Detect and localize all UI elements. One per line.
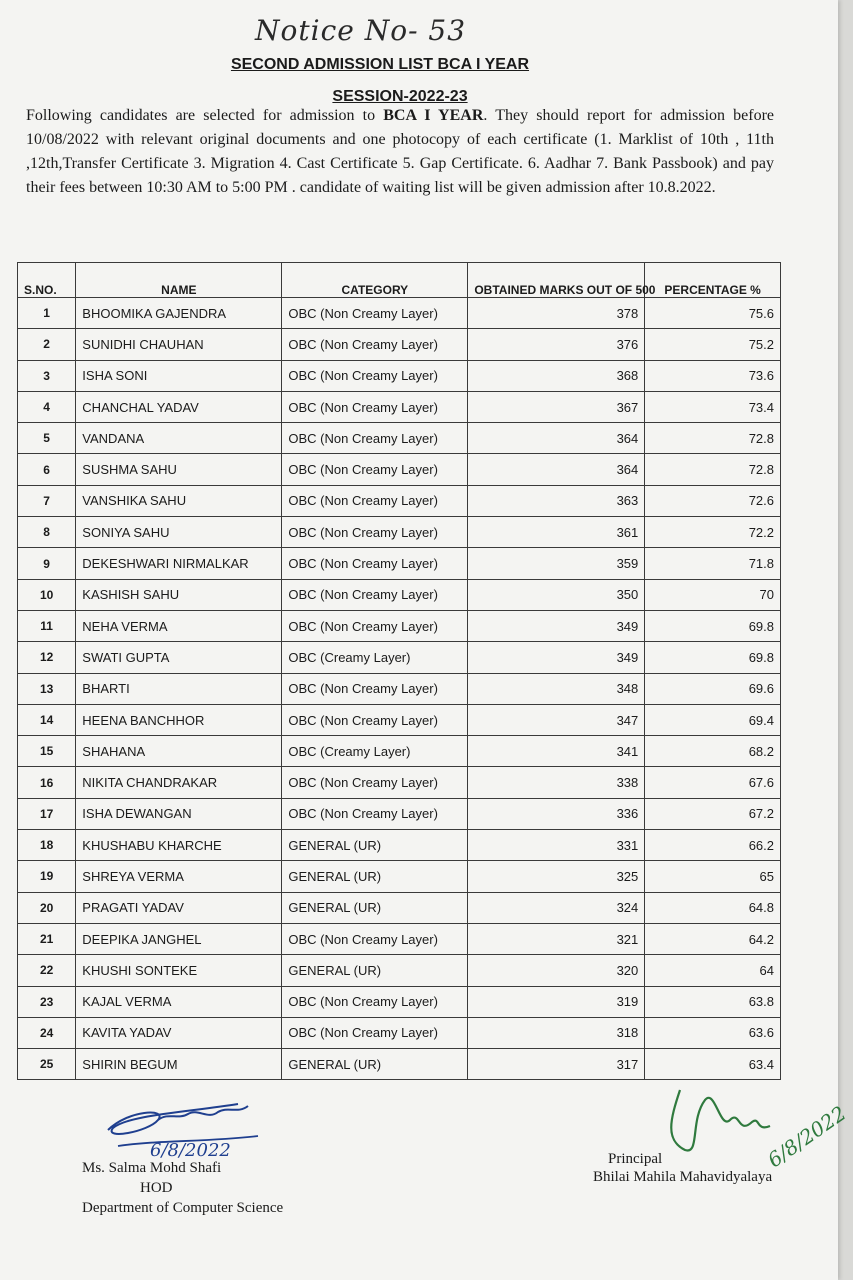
- cell-sno: 2: [18, 329, 76, 360]
- cell-name: SHREYA VERMA: [76, 861, 282, 892]
- principal-signature-date: 6/8/2022: [763, 1101, 851, 1173]
- cell-category: OBC (Non Creamy Layer): [282, 1017, 468, 1048]
- table-row: [18, 830, 781, 861]
- cell-name: SUSHMA SAHU: [76, 454, 282, 485]
- cell-category: OBC (Non Creamy Layer): [282, 548, 468, 579]
- cell-sno: 14: [18, 704, 76, 735]
- cell-marks: 325: [468, 861, 645, 892]
- cell-sno: 19: [18, 861, 76, 892]
- cell-sno: 11: [18, 610, 76, 641]
- cell-sno: 4: [18, 391, 76, 422]
- cell-name: SHIRIN BEGUM: [76, 1049, 282, 1080]
- cell-percentage: 69.8: [645, 642, 781, 673]
- header-name: NAME: [76, 263, 282, 298]
- cell-name: NEHA VERMA: [76, 610, 282, 641]
- cell-name: DEKESHWARI NIRMALKAR: [76, 548, 282, 579]
- cell-sno: 17: [18, 798, 76, 829]
- header-percentage: PERCENTAGE %: [645, 263, 781, 298]
- cell-marks: 359: [468, 548, 645, 579]
- cell-sno: 6: [18, 454, 76, 485]
- cell-sno: 5: [18, 423, 76, 454]
- principal-title: Principal: [608, 1151, 663, 1167]
- cell-sno: 25: [18, 1049, 76, 1080]
- cell-marks: 321: [468, 923, 645, 954]
- cell-name: DEEPIKA JANGHEL: [76, 923, 282, 954]
- cell-category: OBC (Non Creamy Layer): [282, 798, 468, 829]
- cell-category: OBC (Non Creamy Layer): [282, 298, 468, 329]
- cell-category: OBC (Creamy Layer): [282, 736, 468, 767]
- cell-name: VANDANA: [76, 423, 282, 454]
- cell-percentage: 64.8: [645, 892, 781, 923]
- cell-percentage: 75.6: [645, 298, 781, 329]
- instructions-body: . They should report for admission before 10/08/2022 with relevant original documents and one photocopy of each certificate (1. Marklist of 10th , 11th ,12th,Transfer Certificate 3. Migration 4. Cast Certificate 5. Gap Certificate. 6. Aadhar 7. Bank Passbook) and pay their fees between 10:30 AM to 5:00 PM . candidate of waiting list will be given admission after 10.8.2022.: [26, 107, 774, 196]
- table-row: [18, 485, 781, 516]
- cell-name: KHUSHABU KHARCHE: [76, 830, 282, 861]
- table-row: [18, 360, 781, 391]
- cell-category: OBC (Non Creamy Layer): [282, 610, 468, 641]
- table-row: [18, 892, 781, 923]
- cell-percentage: 63.8: [645, 986, 781, 1017]
- cell-marks: 338: [468, 767, 645, 798]
- cell-name: KAJAL VERMA: [76, 986, 282, 1017]
- cell-percentage: 69.8: [645, 610, 781, 641]
- cell-marks: 378: [468, 298, 645, 329]
- table-row: [18, 423, 781, 454]
- cell-marks: 350: [468, 579, 645, 610]
- cell-marks: 367: [468, 391, 645, 422]
- cell-sno: 3: [18, 360, 76, 391]
- cell-sno: 22: [18, 955, 76, 986]
- cell-percentage: 65: [645, 861, 781, 892]
- cell-name: NIKITA CHANDRAKAR: [76, 767, 282, 798]
- cell-marks: 361: [468, 517, 645, 548]
- cell-marks: 324: [468, 892, 645, 923]
- hod-signature: [98, 1090, 273, 1162]
- table-row: [18, 610, 781, 641]
- cell-percentage: 73.4: [645, 391, 781, 422]
- cell-percentage: 69.6: [645, 673, 781, 704]
- cell-category: OBC (Non Creamy Layer): [282, 454, 468, 485]
- table-header-row: [18, 263, 781, 298]
- cell-marks: 341: [468, 736, 645, 767]
- cell-marks: 317: [468, 1049, 645, 1080]
- cell-sno: 1: [18, 298, 76, 329]
- cell-marks: 364: [468, 454, 645, 485]
- cell-percentage: 67.6: [645, 767, 781, 798]
- instructions-lead: Following candidates are selected for admission to: [26, 107, 384, 124]
- cell-marks: 368: [468, 360, 645, 391]
- table-row: [18, 579, 781, 610]
- table-row: [18, 767, 781, 798]
- table-row: [18, 391, 781, 422]
- cell-percentage: 72.2: [645, 517, 781, 548]
- cell-marks: 349: [468, 642, 645, 673]
- table-row: [18, 1017, 781, 1048]
- cell-name: BHARTI: [76, 673, 282, 704]
- cell-category: GENERAL (UR): [282, 1049, 468, 1080]
- cell-marks: 318: [468, 1017, 645, 1048]
- cell-sno: 13: [18, 673, 76, 704]
- admission-table: [17, 262, 781, 1080]
- cell-category: GENERAL (UR): [282, 892, 468, 923]
- table-row: [18, 517, 781, 548]
- cell-name: SUNIDHI CHAUHAN: [76, 329, 282, 360]
- table-row: [18, 642, 781, 673]
- cell-marks: 319: [468, 986, 645, 1017]
- cell-marks: 347: [468, 704, 645, 735]
- principal-institution: Bhilai Mahila Mahavidyalaya: [593, 1169, 773, 1185]
- cell-sno: 21: [18, 923, 76, 954]
- cell-marks: 348: [468, 673, 645, 704]
- cell-name: KHUSHI SONTEKE: [76, 955, 282, 986]
- header-marks: OBTAINED MARKS OUT OF 500: [468, 263, 645, 298]
- hod-name: Ms. Salma Mohd Shafi: [82, 1160, 222, 1176]
- cell-percentage: 69.4: [645, 704, 781, 735]
- cell-name: CHANCHAL YADAV: [76, 391, 282, 422]
- cell-percentage: 70: [645, 579, 781, 610]
- cell-category: OBC (Non Creamy Layer): [282, 485, 468, 516]
- cell-percentage: 71.8: [645, 548, 781, 579]
- cell-category: OBC (Non Creamy Layer): [282, 329, 468, 360]
- table-row: [18, 454, 781, 485]
- cell-marks: 320: [468, 955, 645, 986]
- cell-name: BHOOMIKA GAJENDRA: [76, 298, 282, 329]
- cell-category: GENERAL (UR): [282, 861, 468, 892]
- principal-signatory-block: [593, 1150, 813, 1186]
- cell-sno: 15: [18, 736, 76, 767]
- cell-sno: 10: [18, 579, 76, 610]
- table-row: [18, 673, 781, 704]
- cell-percentage: 72.8: [645, 454, 781, 485]
- cell-category: OBC (Creamy Layer): [282, 642, 468, 673]
- cell-percentage: 72.6: [645, 485, 781, 516]
- cell-name: ISHA DEWANGAN: [76, 798, 282, 829]
- cell-marks: 331: [468, 830, 645, 861]
- cell-percentage: 68.2: [645, 736, 781, 767]
- cell-sno: 23: [18, 986, 76, 1017]
- table-row: [18, 986, 781, 1017]
- header-sno: S.NO.: [18, 263, 76, 298]
- table-row: [18, 298, 781, 329]
- cell-marks: 376: [468, 329, 645, 360]
- table-row: [18, 329, 781, 360]
- cell-sno: 18: [18, 830, 76, 861]
- table-row: [18, 861, 781, 892]
- table-row: [18, 704, 781, 735]
- cell-sno: 7: [18, 485, 76, 516]
- cell-marks: 363: [468, 485, 645, 516]
- instructions-paragraph: [26, 104, 774, 200]
- cell-sno: 9: [18, 548, 76, 579]
- list-title: SECOND ADMISSION LIST BCA I YEAR: [230, 56, 530, 73]
- cell-category: OBC (Non Creamy Layer): [282, 986, 468, 1017]
- hod-signatory-block: [82, 1158, 322, 1218]
- hod-title: HOD: [140, 1180, 173, 1196]
- cell-percentage: 63.6: [645, 1017, 781, 1048]
- table-row: [18, 736, 781, 767]
- header-category: CATEGORY: [282, 263, 468, 298]
- cell-marks: 364: [468, 423, 645, 454]
- cell-category: OBC (Non Creamy Layer): [282, 517, 468, 548]
- cell-sno: 16: [18, 767, 76, 798]
- instructions-course: BCA I YEAR: [383, 107, 484, 124]
- table-row: [18, 955, 781, 986]
- cell-name: HEENA BANCHHOR: [76, 704, 282, 735]
- hod-department: Department of Computer Science: [82, 1200, 284, 1216]
- cell-category: OBC (Non Creamy Layer): [282, 391, 468, 422]
- cell-category: OBC (Non Creamy Layer): [282, 360, 468, 391]
- cell-category: GENERAL (UR): [282, 830, 468, 861]
- cell-marks: 349: [468, 610, 645, 641]
- cell-sno: 20: [18, 892, 76, 923]
- cell-percentage: 64: [645, 955, 781, 986]
- table-row: [18, 923, 781, 954]
- cell-category: GENERAL (UR): [282, 955, 468, 986]
- cell-marks: 336: [468, 798, 645, 829]
- cell-name: KAVITA YADAV: [76, 1017, 282, 1048]
- cell-category: OBC (Non Creamy Layer): [282, 704, 468, 735]
- cell-name: ISHA SONI: [76, 360, 282, 391]
- cell-percentage: 64.2: [645, 923, 781, 954]
- table-row: [18, 548, 781, 579]
- cell-name: SONIYA SAHU: [76, 517, 282, 548]
- cell-name: SWATI GUPTA: [76, 642, 282, 673]
- cell-category: OBC (Non Creamy Layer): [282, 423, 468, 454]
- cell-percentage: 75.2: [645, 329, 781, 360]
- cell-category: OBC (Non Creamy Layer): [282, 923, 468, 954]
- cell-sno: 12: [18, 642, 76, 673]
- cell-percentage: 66.2: [645, 830, 781, 861]
- table-body: [18, 298, 781, 1080]
- cell-name: VANSHIKA SAHU: [76, 485, 282, 516]
- cell-name: PRAGATI YADAV: [76, 892, 282, 923]
- cell-name: KASHISH SAHU: [76, 579, 282, 610]
- cell-sno: 24: [18, 1017, 76, 1048]
- session-title: SESSION-2022-23: [332, 88, 468, 105]
- cell-name: SHAHANA: [76, 736, 282, 767]
- cell-percentage: 63.4: [645, 1049, 781, 1080]
- cell-category: OBC (Non Creamy Layer): [282, 579, 468, 610]
- cell-sno: 8: [18, 517, 76, 548]
- cell-percentage: 73.6: [645, 360, 781, 391]
- notice-number: Notice No- 53: [255, 14, 467, 47]
- hod-signature-date: 6/8/2022: [150, 1140, 231, 1161]
- cell-percentage: 67.2: [645, 798, 781, 829]
- table-row: [18, 798, 781, 829]
- cell-category: OBC (Non Creamy Layer): [282, 767, 468, 798]
- cell-percentage: 72.8: [645, 423, 781, 454]
- cell-category: OBC (Non Creamy Layer): [282, 673, 468, 704]
